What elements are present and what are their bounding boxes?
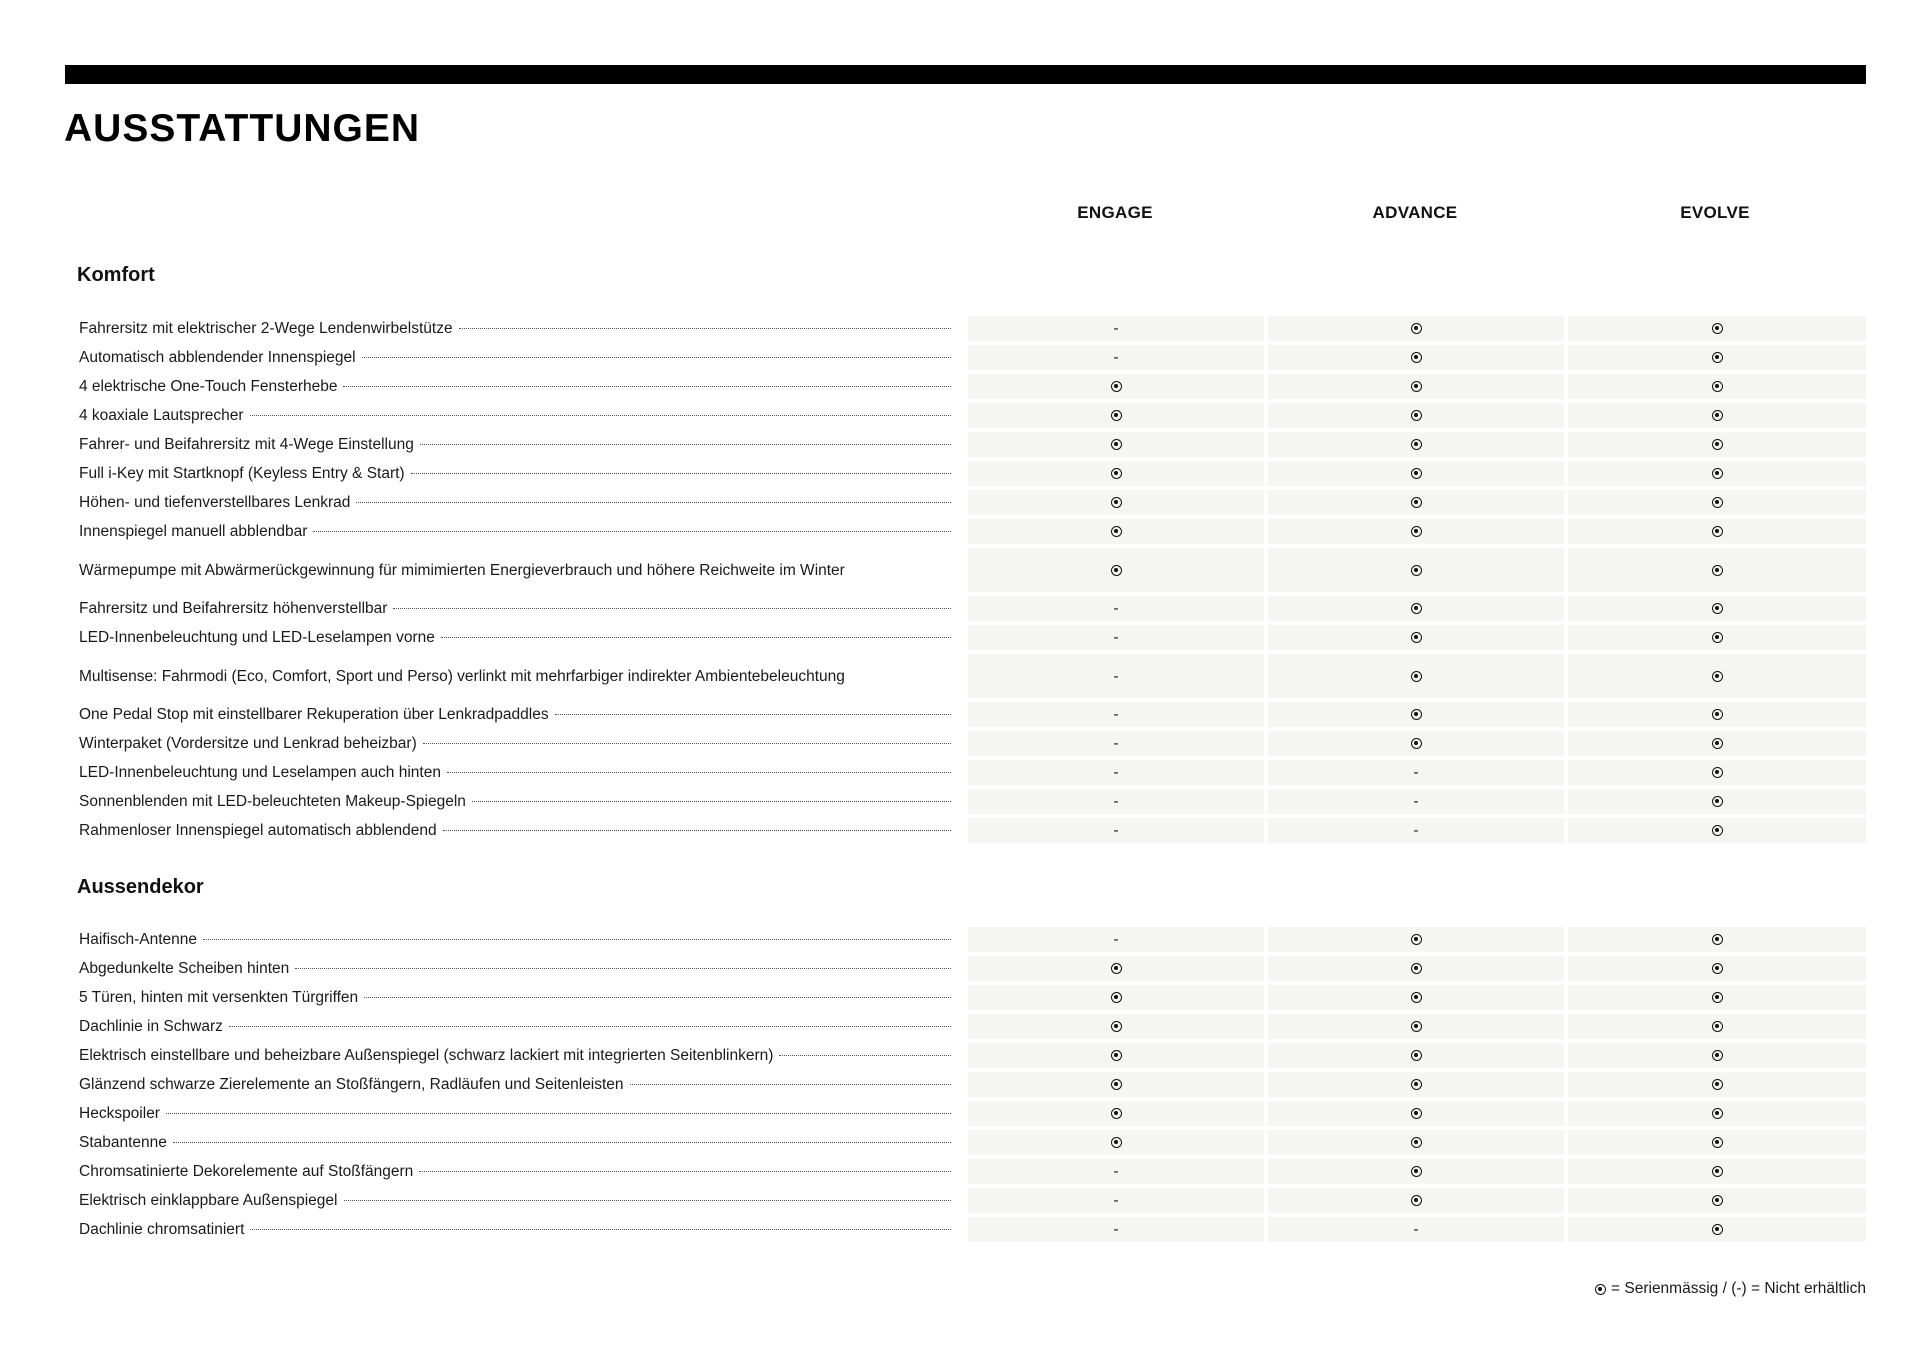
standard-mark-icon	[1411, 709, 1422, 720]
standard-mark-icon	[1712, 1137, 1723, 1148]
feature-label-cell	[79, 623, 951, 652]
availability-cell-evolve	[1568, 548, 1866, 592]
feature-label: Heckspoiler	[79, 1105, 160, 1122]
feature-label: Rahmenloser Innenspiegel automatisch abblendend	[79, 822, 437, 839]
availability-cell-advance	[1268, 432, 1564, 457]
dot-leader	[362, 357, 951, 358]
standard-mark-icon	[1111, 992, 1122, 1003]
legend	[1595, 1280, 1866, 1298]
availability-cell-engage	[968, 1014, 1264, 1039]
availability-cell-advance	[1268, 374, 1564, 399]
dot-leader	[779, 1055, 951, 1056]
standard-mark-icon	[1712, 767, 1723, 778]
standard-mark-icon	[1712, 381, 1723, 392]
standard-mark-icon	[1712, 796, 1723, 807]
availability-cell-engage	[968, 432, 1264, 457]
availability-cell-advance	[1268, 519, 1564, 544]
availability-cell-engage	[968, 316, 1264, 341]
feature-label: Stabantenne	[79, 1134, 167, 1151]
standard-mark-icon	[1712, 468, 1723, 479]
availability-cell-advance	[1268, 596, 1564, 621]
not-available-mark: -	[1113, 1192, 1119, 1209]
standard-mark-icon	[1111, 526, 1122, 537]
standard-mark-icon	[1411, 410, 1422, 421]
not-available-mark: -	[1113, 793, 1119, 810]
availability-cell-evolve	[1568, 316, 1866, 341]
availability-cell-engage	[968, 731, 1264, 756]
not-available-mark: -	[1113, 706, 1119, 723]
feature-label: Dachlinie in Schwarz	[79, 1018, 223, 1035]
availability-cell-evolve	[1568, 1217, 1866, 1242]
standard-mark-icon	[1712, 963, 1723, 974]
table-row	[0, 430, 1920, 459]
availability-cell-evolve	[1568, 519, 1866, 544]
feature-label-cell	[79, 1157, 951, 1186]
table-row	[0, 1186, 1920, 1215]
feature-label: Fahrersitz und Beifahrersitz höhenverstellbar	[79, 600, 388, 617]
feature-label: Fahrersitz mit elektrischer 2-Wege Lendenwirbelstütze	[79, 320, 453, 337]
feature-label: Multisense: Fahrmodi (Eco, Comfort, Sport und Perso) verlinkt mit mehrfarbiger indirekter Ambientebeleuchtung	[79, 667, 845, 685]
feature-label-cell	[79, 343, 951, 372]
section-title-aussendekor: Aussendekor	[77, 876, 204, 898]
not-available-mark: -	[1113, 600, 1119, 617]
standard-mark-icon	[1712, 439, 1723, 450]
availability-cell-evolve	[1568, 1043, 1866, 1068]
feature-label-cell	[79, 787, 951, 816]
feature-label: Höhen- und tiefenverstellbares Lenkrad	[79, 494, 351, 511]
not-available-mark: -	[1113, 822, 1119, 839]
dot-leader	[313, 531, 951, 532]
standard-mark-icon	[1411, 497, 1422, 508]
standard-mark-icon	[1712, 603, 1723, 614]
table-row	[0, 594, 1920, 623]
standard-mark-icon	[1111, 1050, 1122, 1061]
not-available-mark: -	[1113, 320, 1119, 337]
availability-cell-engage	[968, 519, 1264, 544]
table-row	[0, 1099, 1920, 1128]
column-header-evolve: EVOLVE	[1680, 203, 1750, 222]
standard-mark-icon	[1111, 963, 1122, 974]
not-available-mark: -	[1113, 931, 1119, 948]
standard-mark-icon	[1411, 526, 1422, 537]
availability-cell-advance	[1268, 985, 1564, 1010]
feature-label: Glänzend schwarze Zierelemente an Stoßfängern, Radläufen und Seitenleisten	[79, 1076, 624, 1093]
table-row	[0, 343, 1920, 372]
feature-label-cell	[79, 1099, 951, 1128]
standard-mark-icon	[1712, 1166, 1723, 1177]
dot-leader	[295, 968, 951, 969]
feature-label: Automatisch abblendender Innenspiegel	[79, 349, 356, 366]
standard-mark-icon	[1712, 1021, 1723, 1032]
availability-cell-evolve	[1568, 927, 1866, 952]
availability-cell-advance	[1268, 316, 1564, 341]
standard-mark-icon	[1712, 738, 1723, 749]
availability-cell-evolve	[1568, 1188, 1866, 1213]
column-header-advance: ADVANCE	[1372, 203, 1458, 222]
availability-cell-advance	[1268, 548, 1564, 592]
availability-cell-evolve	[1568, 345, 1866, 370]
availability-cell-engage	[968, 625, 1264, 650]
availability-cell-advance	[1268, 1217, 1564, 1242]
feature-label-cell	[79, 816, 951, 845]
availability-cell-advance	[1268, 654, 1564, 698]
table-row	[0, 517, 1920, 546]
table-row	[0, 729, 1920, 758]
standard-mark-icon	[1111, 410, 1122, 421]
standard-mark-icon	[1411, 1195, 1422, 1206]
availability-cell-advance	[1268, 1072, 1564, 1097]
not-available-mark: -	[1113, 349, 1119, 366]
table-row	[0, 1070, 1920, 1099]
availability-cell-engage	[968, 374, 1264, 399]
standard-mark-icon	[1595, 1284, 1606, 1295]
dot-leader	[364, 997, 951, 998]
section-aussendekor-table	[0, 925, 1920, 1244]
availability-cell-evolve	[1568, 1130, 1866, 1155]
table-row	[0, 1157, 1920, 1186]
feature-label-cell	[79, 925, 951, 954]
feature-label-cell	[79, 546, 951, 594]
not-available-mark: -	[1113, 1221, 1119, 1238]
dot-leader	[166, 1113, 951, 1114]
feature-label: Elektrisch einklappbare Außenspiegel	[79, 1192, 338, 1209]
availability-cell-evolve	[1568, 956, 1866, 981]
standard-mark-icon	[1411, 1050, 1422, 1061]
availability-cell-engage	[968, 702, 1264, 727]
availability-cell-evolve	[1568, 985, 1866, 1010]
availability-cell-advance	[1268, 731, 1564, 756]
standard-mark-icon	[1411, 381, 1422, 392]
feature-label-cell	[79, 314, 951, 343]
not-available-mark: -	[1113, 735, 1119, 752]
availability-cell-evolve	[1568, 596, 1866, 621]
not-available-mark: -	[1113, 629, 1119, 646]
availability-cell-engage	[968, 927, 1264, 952]
dot-leader	[423, 743, 951, 744]
feature-label: One Pedal Stop mit einstellbarer Rekuperation über Lenkradpaddles	[79, 706, 549, 723]
availability-cell-engage	[968, 1130, 1264, 1155]
availability-cell-evolve	[1568, 789, 1866, 814]
availability-cell-evolve	[1568, 654, 1866, 698]
table-row	[0, 314, 1920, 343]
table-row	[0, 652, 1920, 700]
table-row	[0, 816, 1920, 845]
feature-label-cell	[79, 729, 951, 758]
availability-cell-engage	[968, 1188, 1264, 1213]
not-available-mark: -	[1413, 793, 1419, 810]
availability-cell-engage	[968, 818, 1264, 843]
availability-cell-engage	[968, 789, 1264, 814]
section-komfort-table	[0, 314, 1920, 845]
availability-cell-evolve	[1568, 490, 1866, 515]
availability-cell-engage	[968, 490, 1264, 515]
feature-label-cell	[79, 401, 951, 430]
table-row	[0, 700, 1920, 729]
feature-label: Winterpaket (Vordersitze und Lenkrad beheizbar)	[79, 735, 417, 752]
feature-label-cell	[79, 459, 951, 488]
column-header-engage: ENGAGE	[1077, 203, 1153, 222]
table-row	[0, 1128, 1920, 1157]
table-row	[0, 1215, 1920, 1244]
standard-mark-icon	[1712, 632, 1723, 643]
standard-mark-icon	[1712, 352, 1723, 363]
availability-cell-engage	[968, 956, 1264, 981]
standard-mark-icon	[1712, 934, 1723, 945]
standard-mark-icon	[1411, 1021, 1422, 1032]
standard-mark-icon	[1111, 497, 1122, 508]
not-available-mark: -	[1413, 822, 1419, 839]
dot-leader	[229, 1026, 951, 1027]
table-row	[0, 787, 1920, 816]
standard-mark-icon	[1712, 1224, 1723, 1235]
availability-cell-engage	[968, 461, 1264, 486]
availability-cell-advance	[1268, 345, 1564, 370]
feature-label-cell	[79, 594, 951, 623]
availability-cell-evolve	[1568, 1072, 1866, 1097]
standard-mark-icon	[1111, 468, 1122, 479]
standard-mark-icon	[1411, 1108, 1422, 1119]
feature-label-cell	[79, 758, 951, 787]
dot-leader	[555, 714, 951, 715]
feature-label-cell	[79, 372, 951, 401]
standard-mark-icon	[1411, 468, 1422, 479]
standard-mark-icon	[1712, 1050, 1723, 1061]
availability-cell-advance	[1268, 403, 1564, 428]
feature-label: 4 elektrische One-Touch Fensterhebe	[79, 378, 338, 395]
dot-leader	[393, 608, 951, 609]
standard-mark-icon	[1111, 565, 1122, 576]
availability-cell-evolve	[1568, 818, 1866, 843]
feature-label-cell	[79, 1128, 951, 1157]
standard-mark-icon	[1411, 632, 1422, 643]
feature-label-cell	[79, 488, 951, 517]
feature-label: Elektrisch einstellbare und beheizbare Außenspiegel (schwarz lackiert mit integrierten Seitenblinkern)	[79, 1047, 774, 1064]
standard-mark-icon	[1712, 323, 1723, 334]
availability-cell-advance	[1268, 818, 1564, 843]
legend-text: = Serienmässig / (-) = Nicht erhältlich	[1611, 1280, 1866, 1297]
standard-mark-icon	[1712, 1195, 1723, 1206]
table-row	[0, 983, 1920, 1012]
standard-mark-icon	[1411, 603, 1422, 614]
standard-mark-icon	[1411, 738, 1422, 749]
availability-cell-advance	[1268, 927, 1564, 952]
feature-label: Chromsatinierte Dekorelemente auf Stoßfängern	[79, 1163, 414, 1180]
feature-label: Fahrer- und Beifahrersitz mit 4-Wege Einstellung	[79, 436, 414, 453]
availability-cell-evolve	[1568, 461, 1866, 486]
standard-mark-icon	[1411, 1166, 1422, 1177]
not-available-mark: -	[1113, 667, 1119, 685]
availability-cell-advance	[1268, 1043, 1564, 1068]
feature-label-cell	[79, 983, 951, 1012]
table-row	[0, 459, 1920, 488]
availability-cell-advance	[1268, 1014, 1564, 1039]
availability-cell-engage	[968, 345, 1264, 370]
feature-label-cell	[79, 1070, 951, 1099]
availability-cell-engage	[968, 1072, 1264, 1097]
availability-cell-evolve	[1568, 1014, 1866, 1039]
feature-label-cell	[79, 430, 951, 459]
table-row	[0, 1012, 1920, 1041]
availability-cell-advance	[1268, 789, 1564, 814]
standard-mark-icon	[1712, 526, 1723, 537]
column-headers	[0, 203, 1920, 227]
feature-label: Haifisch-Antenne	[79, 931, 198, 948]
dot-leader	[459, 328, 951, 329]
availability-cell-evolve	[1568, 625, 1866, 650]
feature-label-cell	[79, 1041, 951, 1070]
availability-cell-evolve	[1568, 702, 1866, 727]
feature-label-cell	[79, 1186, 951, 1215]
feature-label-cell	[79, 517, 951, 546]
availability-cell-evolve	[1568, 374, 1866, 399]
standard-mark-icon	[1712, 565, 1723, 576]
dot-leader	[411, 473, 951, 474]
availability-cell-advance	[1268, 1130, 1564, 1155]
not-available-mark: -	[1413, 1221, 1419, 1238]
dot-leader	[630, 1084, 951, 1085]
standard-mark-icon	[1411, 565, 1422, 576]
standard-mark-icon	[1712, 992, 1723, 1003]
availability-cell-evolve	[1568, 403, 1866, 428]
availability-cell-advance	[1268, 1101, 1564, 1126]
standard-mark-icon	[1111, 1108, 1122, 1119]
standard-mark-icon	[1712, 709, 1723, 720]
standard-mark-icon	[1411, 934, 1422, 945]
availability-cell-evolve	[1568, 760, 1866, 785]
availability-cell-advance	[1268, 490, 1564, 515]
standard-mark-icon	[1411, 1137, 1422, 1148]
availability-cell-evolve	[1568, 731, 1866, 756]
standard-mark-icon	[1712, 825, 1723, 836]
standard-mark-icon	[1111, 381, 1122, 392]
table-row	[0, 623, 1920, 652]
standard-mark-icon	[1111, 1137, 1122, 1148]
availability-cell-evolve	[1568, 1159, 1866, 1184]
table-row	[0, 758, 1920, 787]
dot-leader	[250, 1229, 951, 1230]
dot-leader	[419, 1171, 951, 1172]
standard-mark-icon	[1411, 1079, 1422, 1090]
feature-label-cell	[79, 652, 951, 700]
feature-label: 5 Türen, hinten mit versenkten Türgriffen	[79, 989, 359, 1006]
standard-mark-icon	[1411, 671, 1422, 682]
feature-label: Full i-Key mit Startknopf (Keyless Entry & Start)	[79, 465, 405, 482]
availability-cell-advance	[1268, 956, 1564, 981]
availability-cell-advance	[1268, 625, 1564, 650]
availability-cell-engage	[968, 548, 1264, 592]
feature-label: Dachlinie chromsatiniert	[79, 1221, 245, 1238]
table-row	[0, 401, 1920, 430]
feature-label: LED-Innenbeleuchtung und LED-Leselampen vorne	[79, 629, 435, 646]
standard-mark-icon	[1712, 1108, 1723, 1119]
availability-cell-engage	[968, 760, 1264, 785]
feature-label: Wärmepumpe mit Abwärmerückgewinnung für mimimierten Energieverbrauch und höhere Reichweite im Winter	[79, 561, 845, 579]
table-row	[0, 925, 1920, 954]
section-title-komfort: Komfort	[77, 264, 155, 286]
standard-mark-icon	[1111, 439, 1122, 450]
dot-leader	[420, 444, 951, 445]
not-available-mark: -	[1113, 1163, 1119, 1180]
availability-cell-engage	[968, 596, 1264, 621]
dot-leader	[443, 830, 951, 831]
not-available-mark: -	[1113, 764, 1119, 781]
feature-label: Sonnenblenden mit LED-beleuchteten Makeup-Spiegeln	[79, 793, 466, 810]
feature-label: Innenspiegel manuell abblendbar	[79, 523, 308, 540]
dot-leader	[203, 939, 951, 940]
standard-mark-icon	[1712, 497, 1723, 508]
availability-cell-engage	[968, 1217, 1264, 1242]
availability-cell-engage	[968, 1101, 1264, 1126]
not-available-mark: -	[1413, 764, 1419, 781]
dot-leader	[173, 1142, 951, 1143]
feature-label: 4 koaxiale Lautsprecher	[79, 407, 244, 424]
availability-cell-advance	[1268, 1188, 1564, 1213]
feature-label: LED-Innenbeleuchtung und Leselampen auch hinten	[79, 764, 441, 781]
feature-label-cell	[79, 700, 951, 729]
page-title: AUSSTATTUNGEN	[64, 107, 421, 150]
table-row	[0, 954, 1920, 983]
availability-cell-advance	[1268, 702, 1564, 727]
standard-mark-icon	[1111, 1079, 1122, 1090]
standard-mark-icon	[1111, 1021, 1122, 1032]
dot-leader	[343, 386, 951, 387]
feature-label-cell	[79, 1215, 951, 1244]
standard-mark-icon	[1411, 963, 1422, 974]
availability-cell-advance	[1268, 760, 1564, 785]
standard-mark-icon	[1411, 992, 1422, 1003]
standard-mark-icon	[1411, 323, 1422, 334]
standard-mark-icon	[1712, 671, 1723, 682]
dot-leader	[250, 415, 951, 416]
dot-leader	[447, 772, 951, 773]
availability-cell-advance	[1268, 461, 1564, 486]
availability-cell-engage	[968, 654, 1264, 698]
availability-cell-advance	[1268, 1159, 1564, 1184]
dot-leader	[356, 502, 951, 503]
standard-mark-icon	[1411, 352, 1422, 363]
standard-mark-icon	[1411, 439, 1422, 450]
feature-label: Abgedunkelte Scheiben hinten	[79, 960, 290, 977]
availability-cell-evolve	[1568, 432, 1866, 457]
availability-cell-engage	[968, 1043, 1264, 1068]
table-row	[0, 546, 1920, 594]
availability-cell-evolve	[1568, 1101, 1866, 1126]
top-bar	[65, 65, 1866, 84]
availability-cell-engage	[968, 1159, 1264, 1184]
feature-label-cell	[79, 1012, 951, 1041]
table-row	[0, 488, 1920, 517]
table-row	[0, 372, 1920, 401]
standard-mark-icon	[1712, 410, 1723, 421]
availability-cell-engage	[968, 403, 1264, 428]
availability-cell-engage	[968, 985, 1264, 1010]
feature-label-cell	[79, 954, 951, 983]
standard-mark-icon	[1712, 1079, 1723, 1090]
dot-leader	[441, 637, 951, 638]
dot-leader	[472, 801, 951, 802]
table-row	[0, 1041, 1920, 1070]
dot-leader	[344, 1200, 952, 1201]
